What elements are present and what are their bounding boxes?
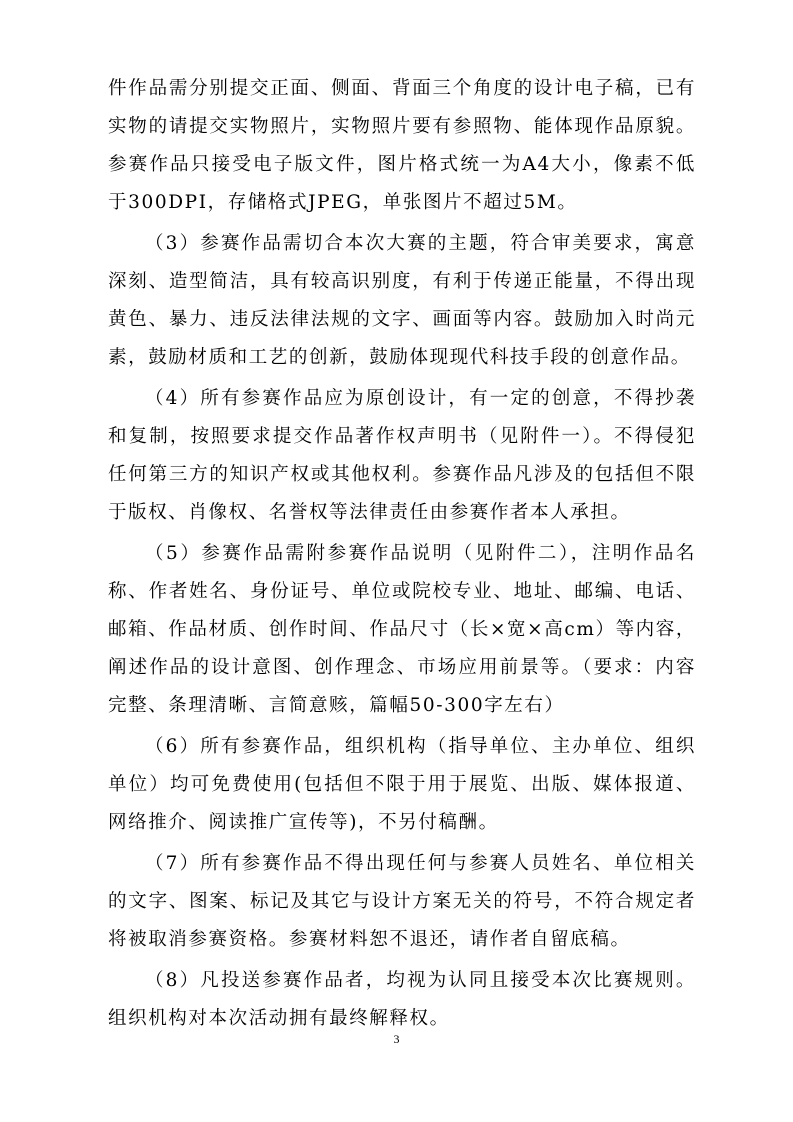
paragraph-continuation: 件作品需分别提交正面、侧面、背面三个角度的设计电子稿，已有实物的请提交实物照片，实物照片要有参照物、能体现作品原貌。参赛作品只接受电子版文件，图片格式统一为A4大小，像素不低于300DPI，存储格式JPEG，单张图片不超过5M。 bbox=[108, 78, 696, 213]
paragraph-item-4: （4）所有参赛作品应为原创设计，有一定的创意，不得抄袭和复制，按照要求提交作品著作权声明书（见附件一）。不得侵犯任何第三方的知识产权或其他权利。参赛作品凡涉及的包括但不限于版权、肖像权、名誉权等法律责任由参赛作者本人承担。 bbox=[108, 388, 696, 523]
paragraph-item-8: （8）凡投送参赛作品者，均视为认同且接受本次比赛规则。组织机构对本次活动拥有最终解释权。 bbox=[108, 970, 696, 1029]
paragraph-item-3: （3）参赛作品需切合本次大赛的主题，符合审美要求，寓意深刻、造型简洁，具有较高识别度，有利于传递正能量，不得出现黄色、暴力、违反法律法规的文字、画面等内容。鼓励加入时尚元素，鼓励材质和工艺的创新，鼓励体现现代科技手段的创意作品。 bbox=[108, 233, 696, 368]
paragraph-item-6: （6）所有参赛作品，组织机构（指导单位、主办单位、组织单位）均可免费使用(包括但不限于用于展览、出版、媒体报道、网络推介、阅读推广宣传等)，不另付稿酬。 bbox=[108, 736, 696, 833]
document-body bbox=[108, 70, 696, 1041]
page-number: 3 bbox=[393, 1032, 400, 1046]
paragraph-item-5: （5）参赛作品需附参赛作品说明（见附件二），注明作品名称、作者姓名、身份证号、单位或院校专业、地址、邮编、电话、邮箱、作品材质、创作时间、作品尺寸（长×宽×高cm）等内容，阐述作品的设计意图、创作理念、市场应用前景等。（要求：内容完整、条理清晰、言简意赅，篇幅50-300字左右） bbox=[108, 543, 696, 716]
paragraph-item-7: （7）所有参赛作品不得出现任何与参赛人员姓名、单位相关的文字、图案、标记及其它与设计方案无关的符号，不符合规定者将被取消参赛资格。参赛材料恕不退还，请作者自留底稿。 bbox=[108, 853, 696, 950]
